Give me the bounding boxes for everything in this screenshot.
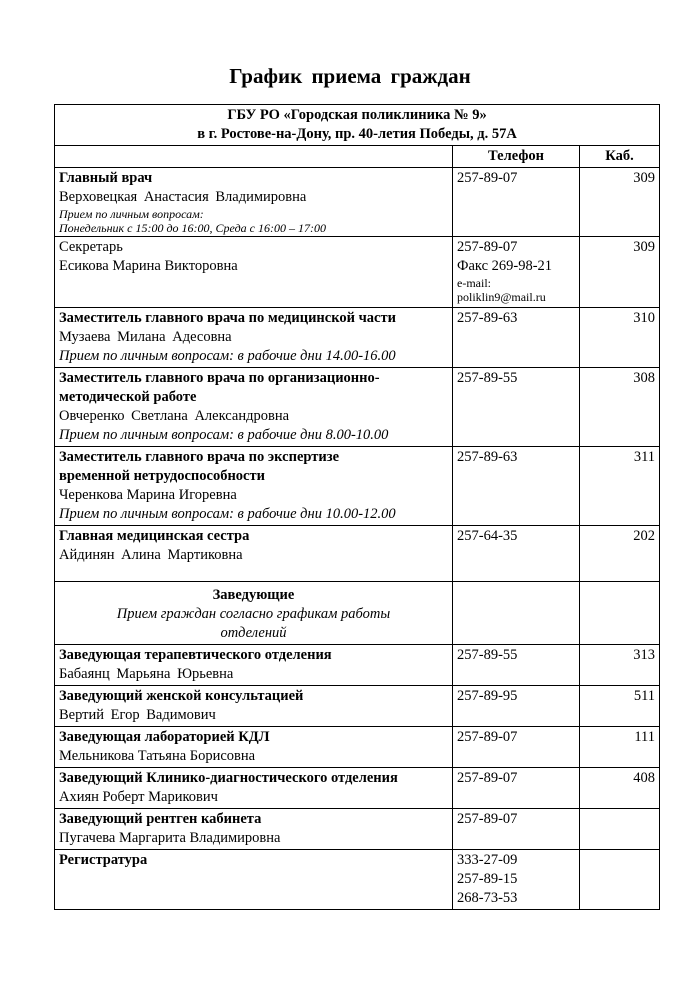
phone-cell: 257-89-55 (453, 368, 580, 447)
phone-cell (453, 168, 580, 237)
position-cell (55, 368, 453, 447)
table-row (55, 686, 660, 727)
section-note-continued: отделений (220, 625, 287, 641)
room-cell (580, 582, 660, 645)
position-title: Регистратура (59, 852, 148, 868)
position-cell (55, 447, 453, 526)
column-header-row (55, 146, 660, 168)
table-row (55, 809, 660, 850)
reception-note: Прием по личным вопросам: в рабочие дни 10.00-12.00 (59, 506, 396, 522)
person-name: Пугачева Маргарита Владимировна (59, 830, 281, 846)
phone-cell (453, 237, 580, 308)
phone-number: 257-89-07 (457, 170, 518, 186)
institution-header-row (55, 105, 660, 146)
position-cell (55, 727, 453, 768)
phone-cell: 257-89-55 (453, 645, 580, 686)
position-title: Заведующая терапевтического отделения (59, 647, 332, 663)
room-cell: 308 (580, 368, 660, 447)
phone-cell: 257-64-35 (453, 526, 580, 582)
header-empty-cell (55, 146, 453, 168)
person-name: Овчеренко Светлана Александровна (59, 408, 290, 424)
position-title: Заведующий Клинико-диагностического отделения (59, 770, 398, 786)
position-cell (55, 308, 453, 368)
table-row (55, 447, 660, 526)
table-row (55, 168, 660, 237)
institution-cell (55, 105, 660, 146)
person-name: Айдинян Алина Мартиковна (59, 547, 243, 563)
phone-cell: 257-89-63 (453, 447, 580, 526)
room-cell: 311 (580, 447, 660, 526)
person-name: Верховецкая Анастасия Владимировна (59, 189, 307, 205)
institution-name: ГБУ РО «Городская поликлиника № 9» (227, 107, 487, 123)
position-cell (55, 686, 453, 727)
position-title: Главный врач (59, 170, 153, 186)
reception-hours: Понедельник с 15:00 до 16:00, Среда с 16:00 – 17:00 (59, 221, 326, 235)
phone-cell: 257-89-63 (453, 308, 580, 368)
phone-cell: 257-89-07 (453, 809, 580, 850)
phone-number: 268-73-53 (457, 890, 518, 906)
section-note: Прием граждан согласно графикам работы (116, 606, 391, 622)
table-row (55, 727, 660, 768)
position-title: Заведующий женской консультацией (59, 688, 304, 704)
position-cell (55, 809, 453, 850)
position-cell (55, 168, 453, 237)
person-name: Ахиян Роберт Марикович (59, 789, 218, 805)
schedule-table (54, 104, 660, 910)
person-name: Черенкова Марина Игоревна (59, 487, 237, 503)
table-row (55, 850, 660, 910)
phone-cell: 257-89-95 (453, 686, 580, 727)
phone-number: 333-27-09 (457, 852, 518, 868)
position-cell (55, 768, 453, 809)
position-title: Заместитель главного врача по медицинской части (59, 310, 396, 326)
position-title: Секретарь (59, 239, 123, 255)
person-name: Музаева Милана Адесовна (59, 329, 232, 345)
position-title: Заведующий рентген кабинета (59, 811, 262, 827)
position-title: Заместитель главного врача по организационно- (59, 370, 380, 386)
reception-note: Прием по личным вопросам: (59, 207, 204, 221)
table-row (55, 526, 660, 582)
phone-cell: 257-89-07 (453, 768, 580, 809)
room-cell: 310 (580, 308, 660, 368)
room-cell: 111 (580, 727, 660, 768)
position-title-continued: временной нетрудоспособности (59, 468, 265, 484)
room-cell (580, 850, 660, 910)
institution-address: в г. Ростове-на-Дону, пр. 40-летия Победы, д. 57А (197, 126, 517, 142)
room-cell: 511 (580, 686, 660, 727)
person-name: Есикова Марина Викторовна (59, 258, 238, 274)
email-address: poliklin9@mail.ru (457, 290, 546, 304)
section-cell (55, 582, 453, 645)
phone-number: 257-89-15 (457, 871, 518, 887)
section-title: Заведующие (212, 587, 295, 603)
phone-cell (453, 582, 580, 645)
person-name: Вертий Егор Вадимович (59, 707, 216, 723)
room-cell: 309 (580, 168, 660, 237)
table-row (55, 308, 660, 368)
table-row (55, 237, 660, 308)
position-cell (55, 645, 453, 686)
page-title: График приема граждан (229, 64, 471, 88)
room-cell: 309 (580, 237, 660, 308)
table-row (55, 368, 660, 447)
reception-note: Прием по личным вопросам: в рабочие дни 14.00-16.00 (59, 348, 396, 364)
room-cell: 313 (580, 645, 660, 686)
room-cell: 408 (580, 768, 660, 809)
room-cell (580, 809, 660, 850)
phone-number: 257-89-07 (457, 239, 518, 255)
position-title: Заведующая лабораторией КДЛ (59, 729, 270, 745)
phone-column-header: Телефон (453, 146, 580, 168)
position-title-continued: методической работе (59, 389, 197, 405)
table-row (55, 768, 660, 809)
phone-cell (453, 850, 580, 910)
room-column-header: Каб. (580, 146, 660, 168)
position-cell (55, 237, 453, 308)
fax-number: Факс 269-98-21 (457, 258, 553, 274)
reception-note: Прием по личным вопросам: в рабочие дни 8.00-10.00 (59, 427, 389, 443)
position-cell (55, 850, 453, 910)
person-name: Мельникова Татьяна Борисовна (59, 748, 256, 764)
table-row (55, 645, 660, 686)
email-label: e-mail: (457, 276, 491, 290)
phone-cell: 257-89-07 (453, 727, 580, 768)
room-cell: 202 (580, 526, 660, 582)
section-row (55, 582, 660, 645)
person-name: Бабаянц Марьяна Юрьевна (59, 666, 234, 682)
position-title: Заместитель главного врача по экспертизе (59, 449, 340, 465)
position-title: Главная медицинская сестра (59, 528, 250, 544)
position-cell (55, 526, 453, 582)
